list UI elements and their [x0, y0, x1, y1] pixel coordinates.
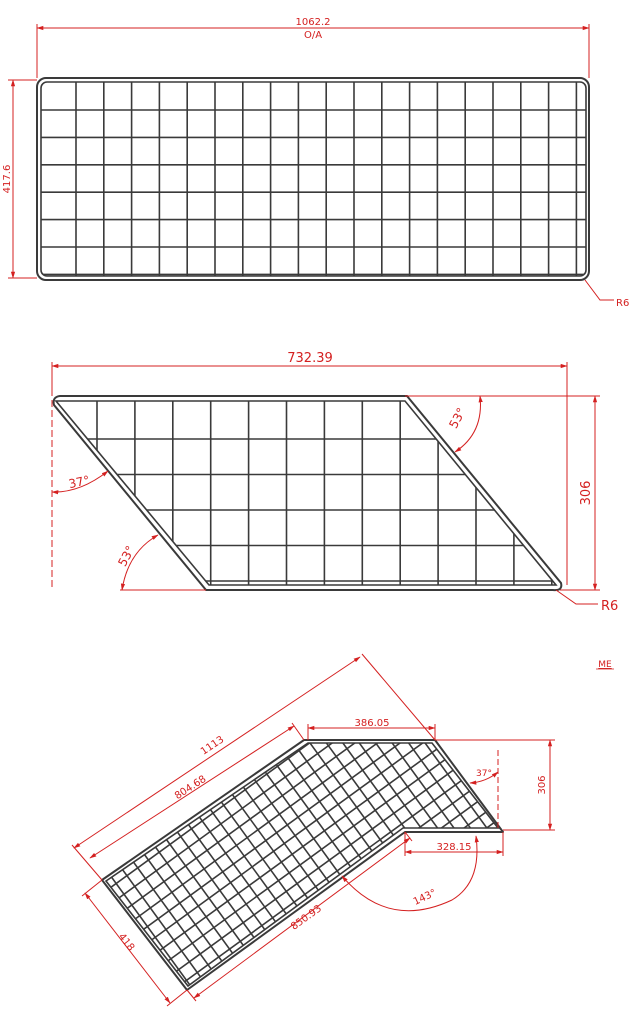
mesh-wire: [0, 418, 531, 947]
mesh-wire: [0, 547, 625, 1024]
mesh-wire: [165, 407, 643, 1024]
mesh-wire: [0, 654, 643, 1024]
view1-height-label: 417.6: [2, 164, 13, 194]
view1-length-label: 1062.2: [295, 17, 331, 28]
view3-overall-label: 1113: [198, 734, 227, 758]
mesh-wire: [315, 298, 643, 1024]
mesh-wire: [111, 446, 640, 1024]
view1-radius-leader: [585, 280, 614, 300]
view2-radius-label: R6: [601, 599, 619, 614]
view2-bottom-angle-label: 53°: [115, 543, 138, 569]
mesh-wire: [0, 461, 562, 990]
mesh-wire: [38, 740, 643, 1024]
mesh-wire: [0, 493, 586, 1022]
mesh-wire: [35, 501, 564, 1024]
mesh-wire: [0, 342, 476, 871]
mesh-wire: [218, 368, 643, 1024]
mesh-wire: [131, 869, 643, 1024]
mesh-wire: [348, 274, 643, 1002]
mesh-wire: [272, 329, 643, 1024]
view3-height-label: 306: [537, 775, 548, 795]
mesh-wire: [0, 536, 617, 1024]
mesh-wire: [0, 590, 643, 1024]
view1-outer-frame: [37, 78, 589, 280]
mesh-wire: [155, 902, 643, 1024]
view3-obtuse-angle-label: 143°: [411, 887, 439, 908]
mesh-wire: [170, 923, 643, 1024]
view2-right-angle-label: 53°: [446, 405, 469, 431]
mesh-wire: [0, 600, 643, 1024]
mesh-wire: [14, 517, 543, 1024]
mesh-wire: [186, 391, 643, 1024]
mesh-wire: [57, 485, 586, 1024]
mesh-wire: [122, 438, 643, 1024]
view1-overall-label: O/A: [303, 30, 323, 41]
view2-left-angle-label: 37°: [67, 473, 92, 492]
mesh-wire: [53, 762, 643, 1024]
mesh-wire: [358, 266, 643, 994]
mesh-wire: [172, 399, 643, 1024]
mesh-wire: [0, 611, 643, 1024]
mesh-wire: [0, 353, 484, 882]
mesh-wire: [0, 385, 508, 914]
mesh-wire: [0, 579, 643, 1024]
view1-rectangular-mesh: [37, 78, 589, 280]
view3-dimensions: [72, 654, 555, 1006]
mesh-wire: [14, 708, 643, 1024]
mesh-wire: [154, 415, 643, 1024]
view2-length-label: 732.39: [287, 351, 333, 366]
mesh-wire: [337, 282, 643, 1010]
view1-radius-label: R6: [616, 298, 630, 309]
mesh-wire: [124, 859, 643, 1024]
author-initials: ME: [598, 660, 612, 670]
mesh-wire: [0, 331, 469, 860]
mesh-wire: [0, 665, 643, 1024]
mesh-wire: [0, 450, 555, 979]
mesh-wire: [0, 687, 643, 1024]
view1-grid: [41, 82, 586, 276]
view3-step-label: 328.15: [436, 842, 472, 853]
mesh-wire: [0, 428, 539, 957]
view2-dimensions: [52, 351, 618, 614]
mesh-wire: [0, 471, 570, 1000]
mesh-wire: [0, 633, 643, 1024]
mesh-wire: [261, 337, 643, 1024]
view3-bottom-edge-label: 850.93: [289, 903, 324, 933]
mesh-wire: [294, 313, 643, 1024]
mesh-wire: [25, 509, 554, 1024]
view3-angle-label: 37°: [476, 769, 492, 779]
mesh-wire: [77, 794, 643, 1024]
mesh-wire: [0, 525, 609, 1024]
view1-dimensions: [2, 17, 629, 309]
mesh-wire: [0, 568, 641, 1024]
view3-long-edge-label: 804.68: [172, 773, 209, 803]
mesh-wire: [147, 891, 643, 1024]
mesh-wire: [0, 310, 453, 839]
mesh-wire: [304, 306, 643, 1024]
mesh-wire: [0, 482, 578, 1011]
view2-height-label: 306: [579, 480, 594, 506]
view3-top-edge-label: 386.05: [354, 718, 390, 729]
view3-end-edge-label: 418: [115, 931, 137, 954]
mesh-wire: [6, 697, 643, 1024]
view2-radius-leader: [556, 590, 598, 604]
